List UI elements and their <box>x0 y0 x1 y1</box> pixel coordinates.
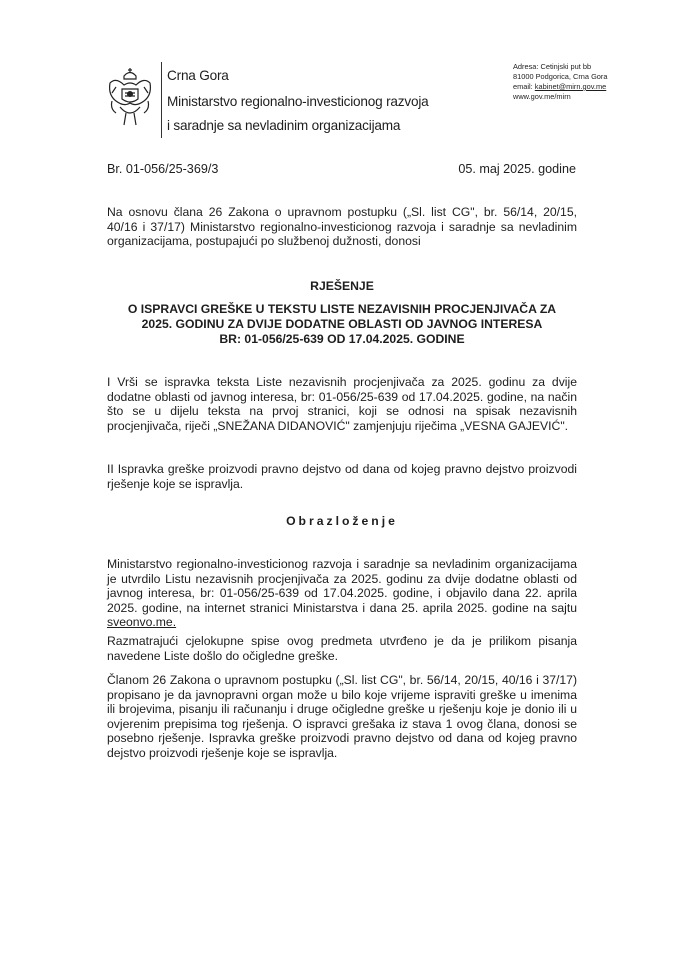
decision-item-2: II Ispravka greške proizvodi pravno dejstvo od dana od kojeg pravno dejstvo proizvodi rješenje koje se ispravlja. <box>107 462 577 491</box>
address-email-line <box>513 82 606 92</box>
coat-of-arms-icon <box>106 67 154 133</box>
header-country: Crna Gora <box>167 68 229 83</box>
address-email-label: email: <box>513 82 535 91</box>
address-city: 81000 Podgorica, Crna Gora <box>513 72 608 81</box>
reasoning-paragraph-1-text: Ministarstvo regionalno-investicionog razvoja i saradnje sa nevladinim organizacijama je utvrdilo Listu nezavisnih procjenjivača za 2025. godinu za dvije dodatne oblasti od javnog interesa, br: 01-056/25-639 od 17.04.2025. godine, i objavilo dana 22. aprila 2025. godine, na internet stranici Ministarstva i dana 25. aprila 2025. godine na sajtu <box>107 557 577 615</box>
reference-number: Br. 01-056/25-369/3 <box>107 162 219 176</box>
header-divider <box>161 62 162 138</box>
decision-title-line3: BR: 01-056/25-639 OD 17.04.2025. GODINE <box>219 332 465 346</box>
document-date: 05. maj 2025. godine <box>458 162 576 176</box>
header-ministry-line1: Ministarstvo regionalno-investicionog razvoja <box>167 94 429 109</box>
decision-item-1: I Vrši se ispravka teksta Liste nezavisnih procjenjivača za 2025. godinu za dvije dodatne oblasti od javnog interesa, br: 01-056/25-639 od 17.04.2025. godine, na način što se u dijelu teksta na prvoj stranici, koji se odnosi na spisak nezavisnih procjenjivača, riječi „SNEŽANA DIDANOVIĆ" zamjenjuju riječima „VESNA GAJEVIĆ". <box>107 375 577 433</box>
sveonvo-link[interactable]: sveonvo.me. <box>107 615 177 630</box>
reasoning-paragraph-2: Razmatrajući cjelokupne spise ovog predmeta utvrđeno je da je prilikom pisanja navedene Liste došlo do očigledne greške. <box>107 634 577 663</box>
reasoning-paragraph-3: Članom 26 Zakona o upravnom postupku („Sl. list CG", br. 56/14, 20/15, 40/16 i 37/17) propisano je da javnopravni organ može u bilo koje vrijeme ispraviti greške u imenima ili brojevima, pisanju ili računanju i druge očigledne greške u rješenju koje je donio ili u ovjerenim prepisima tog rješenja. O ispravci grešaka iz stava 1 ovog člana, donosi se posebno rješenje. Ispravka greške proizvodi pravno dejstvo od dana od kojeg pravno dejstvo proizvodi rješenje koje se ispravlja. <box>107 673 577 760</box>
reasoning-heading: Obrazloženje <box>286 514 398 528</box>
address-street: Adresa: Cetinjski put bb <box>513 62 592 71</box>
decision-title-line2: 2025. GODINU ZA DVIJE DODATNE OBLASTI OD JAVNOG INTERESA <box>141 317 543 331</box>
header-ministry-line2: i saradnje sa nevladinim organizacijama <box>167 118 401 133</box>
address-web-link[interactable]: www.gov.me/mirn <box>513 92 571 101</box>
intro-paragraph: Na osnovu člana 26 Zakona o upravnom postupku („Sl. list CG", br. 56/14, 20/15, 40/16 i 37/17) Ministarstvo regionalno-investicionog razvoja i saradnje sa nevladinim organizacijama, postupajući po službenoj dužnosti, donosi <box>107 205 577 249</box>
reasoning-paragraph-1 <box>107 557 577 630</box>
address-email-link[interactable]: kabinet@mirn.gov.me <box>534 82 607 91</box>
decision-heading: RJEŠENJE <box>310 279 374 293</box>
decision-title-line1: O ISPRAVCI GREŠKE U TEKSTU LISTE NEZAVISNIH PROCJENJIVAČA ZA <box>127 302 557 316</box>
